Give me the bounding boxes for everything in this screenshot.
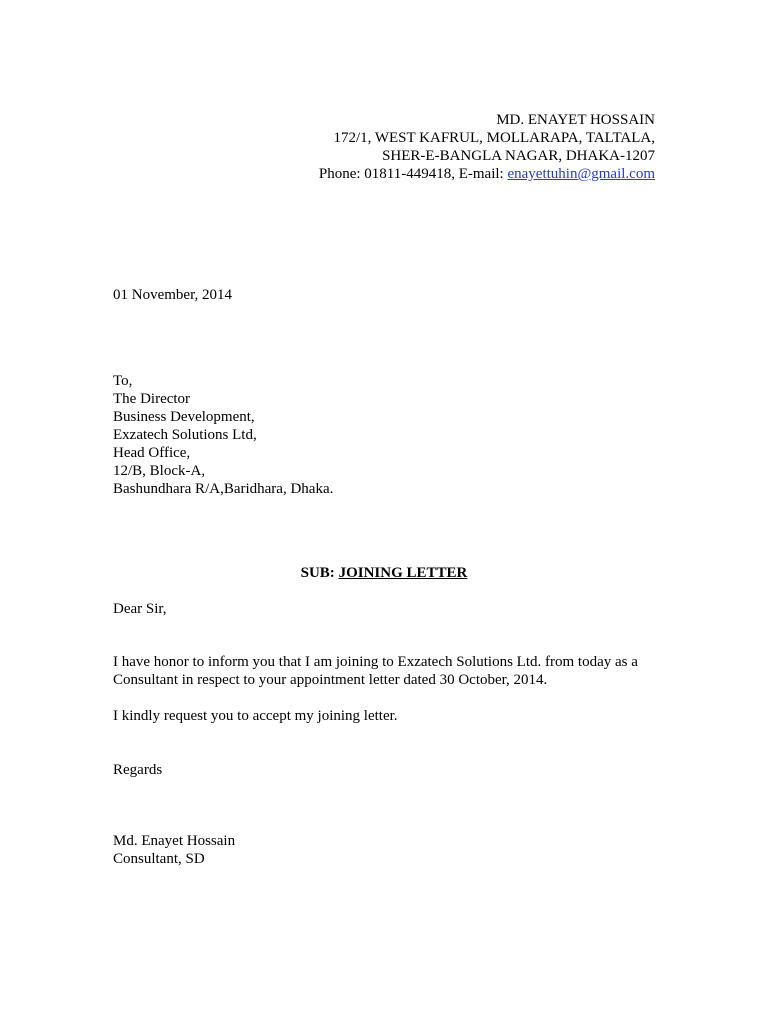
sender-contact [319,165,655,183]
paragraph-line: I have honor to inform you that I am joining to Exzatech Solutions Ltd. from today as a [113,654,638,670]
sender-block [319,111,655,183]
recipient-line: Bashundhara R/A,Baridhara, Dhaka. [113,481,334,497]
subject-prefix: SUB: [300,565,339,581]
sender-email-link[interactable]: enayettuhin@gmail.com [507,166,655,182]
sender-phone-label: Phone: 01811-449418, E-mail: [318,166,508,182]
sender-address-line2: SHER-E-BANGLA NAGAR, DHAKA-1207 [382,148,655,164]
signature-title: Consultant, SD [113,851,205,867]
recipient-line: Exzatech Solutions Ltd, [113,427,257,443]
recipient-line: 12/B, Block-A, [113,463,206,479]
recipient-line: To, [113,373,133,389]
recipient-line: The Director [113,391,191,407]
recipient-line: Head Office, [113,445,191,461]
letter-date: 01 November, 2014 [113,287,232,303]
salutation: Dear Sir, [113,601,167,617]
recipient-line: Business Development, [113,409,255,425]
signature-block [113,832,235,868]
sender-name: MD. ENAYET HOSSAIN [496,112,655,128]
body-paragraph-1 [113,653,638,689]
signature-name: Md. Enayet Hossain [113,833,236,849]
subject-line [0,564,768,582]
closing: Regards [113,762,163,778]
body-paragraph-2: I kindly request you to accept my joining letter. [113,708,398,724]
sender-address-line1: 172/1, WEST KAFRUL, MOLLARAPA, TALTALA, [333,130,655,146]
recipient-block [113,372,333,498]
paragraph-line: Consultant in respect to your appointment letter dated 30 October, 2014. [113,672,548,688]
subject-title: JOINING LETTER [338,565,468,581]
